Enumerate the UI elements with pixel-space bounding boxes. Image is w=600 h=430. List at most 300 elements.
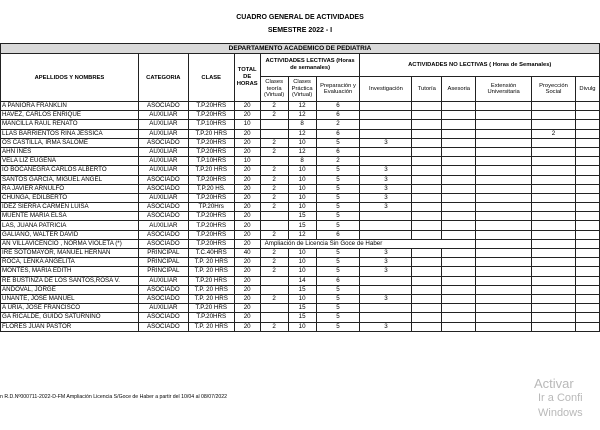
cell-prep: 6 — [316, 129, 360, 138]
cell-clase: T.P.20HRS — [188, 102, 234, 111]
cell-name: MUENTE MARIA ELSA — [1, 212, 139, 221]
cell-name: MONTES, MARIA EDITH — [1, 267, 139, 276]
cell-pro — [532, 294, 576, 303]
cell-tut — [412, 203, 442, 212]
cell-prep: 5 — [316, 138, 360, 147]
cell-pro — [532, 313, 576, 322]
cell-total: 20 — [234, 166, 260, 175]
cell-inv: 3 — [360, 138, 412, 147]
table-row — [1, 184, 600, 193]
cell-teo — [260, 276, 288, 285]
cell-ext — [476, 212, 532, 221]
cell-prep: 5 — [316, 212, 360, 221]
table-row — [1, 212, 600, 221]
cell-div — [575, 322, 599, 331]
cell-ase — [442, 157, 476, 166]
watermark-line-1: Activar — [534, 376, 574, 391]
table-row — [1, 193, 600, 202]
header-teoria: Clases teoría (Virtual) — [260, 77, 288, 102]
cell-pro — [532, 221, 576, 230]
cell-total: 20 — [234, 129, 260, 138]
cell-name: FLORES JUAN PASTOR — [1, 322, 139, 331]
cell-pro — [532, 111, 576, 120]
cell-ase — [442, 175, 476, 184]
footer-note: n R.D.Nº000711-2022-D-FM Ampliación Licencia S/Goce de Haber a partir del 10/04 al 08/07/2022 — [0, 394, 228, 400]
cell-empty — [575, 239, 599, 248]
cell-pra: 12 — [288, 230, 316, 239]
cell-prep: 5 — [316, 322, 360, 331]
cell-pro — [532, 212, 576, 221]
cell-tut — [412, 304, 442, 313]
cell-tut — [412, 230, 442, 239]
cell-total: 20 — [234, 111, 260, 120]
cell-name: IRE SOTOMAYOR, MANUEL HERNAN — [1, 249, 139, 258]
cell-prep: 2 — [316, 157, 360, 166]
cell-div — [575, 304, 599, 313]
cell-ase — [442, 276, 476, 285]
cell-prep: 5 — [316, 267, 360, 276]
cell-pra: 12 — [288, 129, 316, 138]
cell-pra: 12 — [288, 102, 316, 111]
cell-clase: T.P.20HRS — [188, 212, 234, 221]
cell-inv: 3 — [360, 267, 412, 276]
table-row — [1, 294, 600, 303]
cell-ase — [442, 294, 476, 303]
department-header: DEPARTAMENTO ACADEMICO DE PEDIATRIA — [1, 44, 600, 54]
cell-cat: AUXILIAR — [138, 147, 188, 156]
cell-ase — [442, 166, 476, 175]
cell-name: UÑANTE, JOSE MANUEL — [1, 294, 139, 303]
cell-div — [575, 276, 599, 285]
cell-div — [575, 184, 599, 193]
cell-ext — [476, 249, 532, 258]
cell-total: 20 — [234, 212, 260, 221]
cell-prep: 5 — [316, 221, 360, 230]
cell-div — [575, 203, 599, 212]
cell-cat: ASOCIADO — [138, 212, 188, 221]
cell-cat: ASOCIADO — [138, 175, 188, 184]
cell-tut — [412, 221, 442, 230]
header-name: APELLIDOS Y NOMBRES — [1, 54, 139, 102]
cell-empty — [532, 239, 576, 248]
cell-pra: 15 — [288, 285, 316, 294]
cell-name: LAS, JUANA PATRICIA — [1, 221, 139, 230]
cell-ext — [476, 322, 532, 331]
header-extension: Extensión Universitaria — [476, 77, 532, 102]
cell-ext — [476, 102, 532, 111]
cell-div — [575, 175, 599, 184]
cell-prep: 5 — [316, 285, 360, 294]
cell-cat: PRINCIPAL — [138, 249, 188, 258]
cell-pra: 15 — [288, 304, 316, 313]
cell-ase — [442, 221, 476, 230]
cell-pra: 15 — [288, 313, 316, 322]
cell-prep: 5 — [316, 294, 360, 303]
cell-ase — [442, 212, 476, 221]
cell-ase — [442, 111, 476, 120]
cell-pro — [532, 184, 576, 193]
table-row — [1, 313, 600, 322]
cell-inv — [360, 276, 412, 285]
cell-pro — [532, 304, 576, 313]
cell-teo: 2 — [260, 294, 288, 303]
cell-inv: 3 — [360, 249, 412, 258]
cell-total: 20 — [234, 147, 260, 156]
cell-total: 20 — [234, 322, 260, 331]
cell-tut — [412, 138, 442, 147]
cell-teo — [260, 304, 288, 313]
table-row — [1, 120, 600, 129]
cell-inv: 3 — [360, 322, 412, 331]
cell-tut — [412, 111, 442, 120]
cell-cat: ASOCIADO — [138, 285, 188, 294]
cell-name: IDEZ SIERRA CARMEN LUISA — [1, 203, 139, 212]
cell-teo: 2 — [260, 322, 288, 331]
cell-div — [575, 230, 599, 239]
cell-total: 20 — [234, 230, 260, 239]
cell-cat: AUXILIAR — [138, 111, 188, 120]
table-row — [1, 239, 600, 248]
cell-div — [575, 249, 599, 258]
cell-cat: AUXILIAR — [138, 304, 188, 313]
cell-div — [575, 193, 599, 202]
cell-prep: 5 — [316, 258, 360, 267]
cell-ase — [442, 230, 476, 239]
cell-tut — [412, 212, 442, 221]
cell-clase: T.P.20 HRS — [188, 304, 234, 313]
cell-pra: 10 — [288, 322, 316, 331]
cell-pro — [532, 322, 576, 331]
cell-ext — [476, 111, 532, 120]
cell-ase — [442, 147, 476, 156]
cell-pro — [532, 157, 576, 166]
cell-tut — [412, 102, 442, 111]
cell-clase: T.P.20HRS — [188, 313, 234, 322]
cell-clase: T.C.40HRS — [188, 249, 234, 258]
cell-div — [575, 294, 599, 303]
table-row — [1, 157, 600, 166]
cell-clase: T.P.20HRS — [188, 239, 234, 248]
cell-inv: 3 — [360, 294, 412, 303]
cell-pro — [532, 267, 576, 276]
cell-pro — [532, 120, 576, 129]
cell-total: 20 — [234, 184, 260, 193]
cell-clase: T.P.20 HRS — [188, 166, 234, 175]
cell-pro — [532, 276, 576, 285]
cell-pro — [532, 230, 576, 239]
cell-total: 20 — [234, 276, 260, 285]
cell-pra: 10 — [288, 193, 316, 202]
cell-pro — [532, 102, 576, 111]
cell-inv: 3 — [360, 184, 412, 193]
cell-div — [575, 267, 599, 276]
cell-inv — [360, 212, 412, 221]
cell-pro — [532, 249, 576, 258]
cell-ase — [442, 285, 476, 294]
cell-teo: 2 — [260, 111, 288, 120]
cell-inv: 3 — [360, 166, 412, 175]
cell-pra: 15 — [288, 212, 316, 221]
header-practica: Clases Práctica (Virtual) — [288, 77, 316, 102]
cell-ase — [442, 203, 476, 212]
cell-div — [575, 166, 599, 175]
header-lectivas: ACTIVIDADES LECTIVAS (Horas de semanales) — [260, 54, 360, 77]
cell-ase — [442, 258, 476, 267]
cell-empty — [476, 239, 532, 248]
cell-cat: PRINCIPAL — [138, 267, 188, 276]
cell-teo: 2 — [260, 193, 288, 202]
cell-teo — [260, 285, 288, 294]
cell-div — [575, 102, 599, 111]
windows-activation-watermark — [534, 376, 583, 421]
cell-tut — [412, 157, 442, 166]
cell-inv — [360, 129, 412, 138]
table-row — [1, 138, 600, 147]
cell-inv: 3 — [360, 193, 412, 202]
cell-ext — [476, 230, 532, 239]
cell-ase — [442, 304, 476, 313]
cell-tut — [412, 313, 442, 322]
cell-div — [575, 147, 599, 156]
cell-name: ANDOVAL, JORGE — [1, 285, 139, 294]
cell-total: 20 — [234, 203, 260, 212]
cell-cat: ASOCIADO — [138, 239, 188, 248]
cell-prep: 2 — [316, 120, 360, 129]
cell-tut — [412, 285, 442, 294]
cell-inv — [360, 102, 412, 111]
cell-cat: ASOCIADO — [138, 322, 188, 331]
cell-tut — [412, 129, 442, 138]
cell-pra: 10 — [288, 258, 316, 267]
cell-name: OS CASTILLA, IRMA SALOME — [1, 138, 139, 147]
cell-clase: T.P.20 HS. — [188, 184, 234, 193]
table-row — [1, 147, 600, 156]
cell-ase — [442, 193, 476, 202]
cell-pra: 10 — [288, 267, 316, 276]
table-row — [1, 267, 600, 276]
cell-prep: 5 — [316, 313, 360, 322]
cell-tut — [412, 193, 442, 202]
cell-pra: 15 — [288, 221, 316, 230]
cell-clase: T.P.20HRS — [188, 230, 234, 239]
header-proyeccion: Proyección Social — [532, 77, 576, 102]
cell-ext — [476, 313, 532, 322]
cell-teo — [260, 157, 288, 166]
header-divulgacion: Divulg — [575, 77, 599, 102]
cell-teo — [260, 221, 288, 230]
cell-clase: T.P.20HRS — [188, 175, 234, 184]
header-tutoria: Tutoría — [412, 77, 442, 102]
cell-total: 20 — [234, 258, 260, 267]
cell-teo — [260, 313, 288, 322]
cell-pra: 10 — [288, 184, 316, 193]
cell-cat: AUXILIAR — [138, 193, 188, 202]
cell-ext — [476, 184, 532, 193]
cell-total: 10 — [234, 157, 260, 166]
cell-ext — [476, 120, 532, 129]
cell-tut — [412, 147, 442, 156]
table-row — [1, 221, 600, 230]
cell-prep: 6 — [316, 111, 360, 120]
cell-total: 10 — [234, 120, 260, 129]
cell-pro — [532, 258, 576, 267]
cell-pra: 10 — [288, 203, 316, 212]
cell-cat: ASOCIADO — [138, 203, 188, 212]
cell-prep: 5 — [316, 193, 360, 202]
cell-teo: 2 — [260, 203, 288, 212]
cell-div — [575, 258, 599, 267]
cell-clase: T.P.20 HRS — [188, 276, 234, 285]
header-investigacion: Investigación — [360, 77, 412, 102]
table-row — [1, 249, 600, 258]
cell-inv — [360, 285, 412, 294]
cell-total: 20 — [234, 193, 260, 202]
cell-tut — [412, 175, 442, 184]
cell-ase — [442, 322, 476, 331]
cell-clase: T.P. 20 HRS — [188, 258, 234, 267]
cell-name: SANTOS GARCIA, MIGUEL ANGEL — [1, 175, 139, 184]
table-row — [1, 166, 600, 175]
cell-teo: 2 — [260, 138, 288, 147]
cell-total: 20 — [234, 221, 260, 230]
document-subtitle: SEMESTRE 2022 - I — [267, 27, 333, 34]
cell-ext — [476, 166, 532, 175]
cell-inv — [360, 147, 412, 156]
cell-name: AHN INES — [1, 147, 139, 156]
cell-cat: AUXILIAR — [138, 157, 188, 166]
cell-ext — [476, 138, 532, 147]
cell-pro — [532, 175, 576, 184]
table-row — [1, 175, 600, 184]
cell-teo: 2 — [260, 184, 288, 193]
cell-prep: 5 — [316, 304, 360, 313]
cell-pra: 10 — [288, 138, 316, 147]
table-row — [1, 304, 600, 313]
cell-ext — [476, 193, 532, 202]
cell-cat: AUXILIAR — [138, 166, 188, 175]
cell-tut — [412, 294, 442, 303]
cell-ext — [476, 294, 532, 303]
cell-ase — [442, 129, 476, 138]
cell-tut — [412, 120, 442, 129]
cell-name: AN VILLAVICENCIO , NORMA VIOLETA (*) — [1, 239, 139, 248]
cell-total: 20 — [234, 267, 260, 276]
header-category: CATEGORIA — [138, 54, 188, 102]
cell-tut — [412, 322, 442, 331]
cell-pra: 12 — [288, 147, 316, 156]
cell-total: 20 — [234, 175, 260, 184]
watermark-line-2: Ir a Confi — [538, 392, 583, 404]
cell-name: CHUNGA, EDILBERTO — [1, 193, 139, 202]
cell-pra: 8 — [288, 120, 316, 129]
cell-div — [575, 129, 599, 138]
cell-total: 40 — [234, 249, 260, 258]
cell-total: 20 — [234, 102, 260, 111]
cell-inv: 3 — [360, 258, 412, 267]
cell-cat: PRINCIPAL — [138, 258, 188, 267]
cell-clase: T.P.20HRS — [188, 111, 234, 120]
cell-clase: T.P. 20 HRS — [188, 267, 234, 276]
cell-clase: T.P.20HRS — [188, 147, 234, 156]
watermark-line-3: Windows — [538, 407, 583, 419]
cell-tut — [412, 276, 442, 285]
cell-pro — [532, 147, 576, 156]
cell-inv — [360, 304, 412, 313]
cell-name: A URIA, JOSE FRANCISCO — [1, 304, 139, 313]
cell-cat: ASOCIADO — [138, 184, 188, 193]
cell-pra: 10 — [288, 249, 316, 258]
header-no-lectivas: ACTIVIDADES NO LECTIVAS ( Horas de Semanales) — [360, 54, 600, 77]
cell-pra: 10 — [288, 294, 316, 303]
cell-teo: 2 — [260, 166, 288, 175]
cell-teo: 2 — [260, 230, 288, 239]
cell-name: GA RICALDE, GUIDO SATURNINO — [1, 313, 139, 322]
header-total-hours: TOTAL DE HORAS — [234, 54, 260, 102]
cell-ext — [476, 258, 532, 267]
cell-clase: T.P.10HRS — [188, 120, 234, 129]
cell-teo — [260, 212, 288, 221]
cell-prep: 5 — [316, 203, 360, 212]
cell-ext — [476, 304, 532, 313]
cell-div — [575, 313, 599, 322]
cell-prep: 6 — [316, 147, 360, 156]
cell-clase: T.P. 20 HRS — [188, 294, 234, 303]
cell-teo: 2 — [260, 258, 288, 267]
cell-pra: 10 — [288, 166, 316, 175]
table-row — [1, 285, 600, 294]
cell-inv: 3 — [360, 175, 412, 184]
cell-total: 20 — [234, 138, 260, 147]
cell-pro: 2 — [532, 129, 576, 138]
cell-div — [575, 212, 599, 221]
cell-pra: 12 — [288, 111, 316, 120]
cell-clase: T.P.10HRS — [188, 157, 234, 166]
cell-div — [575, 157, 599, 166]
cell-ase — [442, 313, 476, 322]
cell-ext — [476, 221, 532, 230]
header-clase: CLASE — [188, 54, 234, 102]
cell-pra: 14 — [288, 276, 316, 285]
cell-teo — [260, 129, 288, 138]
header-asesoria: Asesoria — [442, 77, 476, 102]
cell-name: MANCILLA RAUL RENATO — [1, 120, 139, 129]
cell-cat: ASOCIADO — [138, 102, 188, 111]
cell-teo: 2 — [260, 267, 288, 276]
cell-clase: T.P.20HRS — [188, 138, 234, 147]
cell-clase: T.P.20HRS — [188, 221, 234, 230]
cell-teo — [260, 120, 288, 129]
table-row — [1, 111, 600, 120]
cell-prep: 5 — [316, 184, 360, 193]
cell-name: HAVEZ, CARLOS ENRIQUE — [1, 111, 139, 120]
cell-div — [575, 138, 599, 147]
cell-pra: 10 — [288, 175, 316, 184]
cell-name: IO BOCANEGRA CARLOS ALBERTO — [1, 166, 139, 175]
cell-name: VELA LIZ EUGENA — [1, 157, 139, 166]
cell-div — [575, 221, 599, 230]
table-row — [1, 322, 600, 331]
cell-pro — [532, 203, 576, 212]
cell-cat: AUXILIAR — [138, 120, 188, 129]
cell-clase: T.P.20 HRS — [188, 129, 234, 138]
cell-clase: TP.20Hrs — [188, 203, 234, 212]
cell-ase — [442, 267, 476, 276]
cell-total: 20 — [234, 239, 260, 248]
cell-inv: 3 — [360, 203, 412, 212]
cell-total: 20 — [234, 304, 260, 313]
table-row — [1, 258, 600, 267]
cell-ase — [442, 138, 476, 147]
